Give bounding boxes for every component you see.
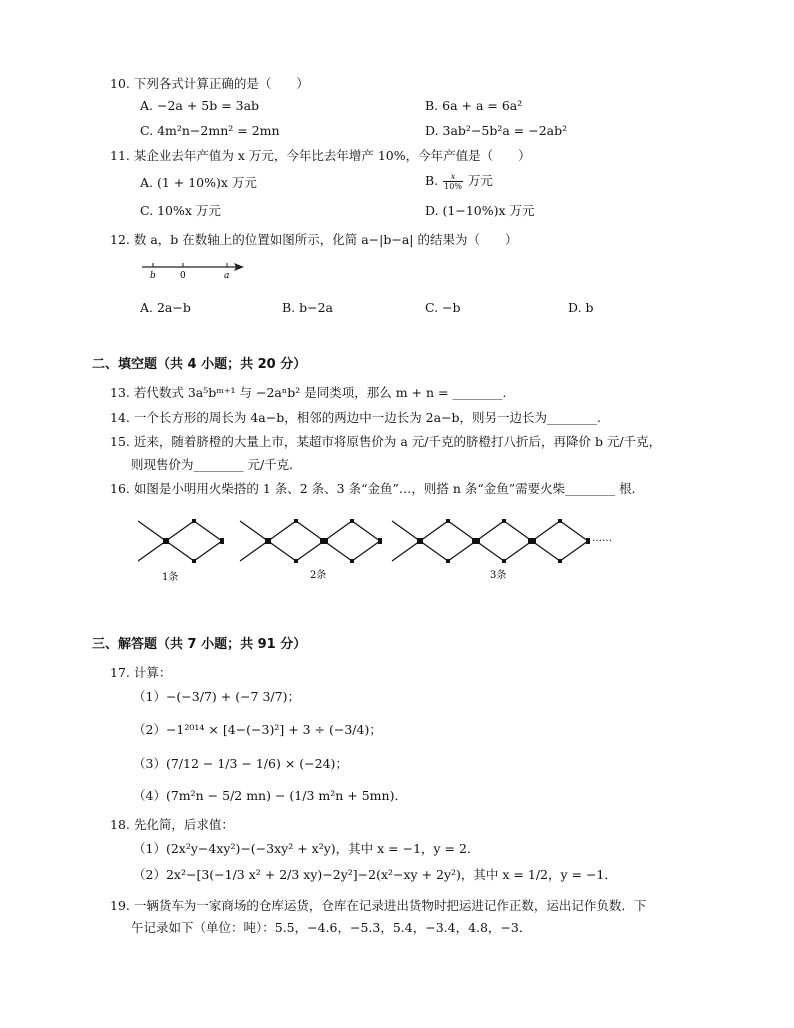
match-head [265, 538, 271, 544]
match-head [192, 519, 196, 523]
q13-text: 13. 若代数式 3a⁵bᵐ⁺¹ 与 −2aⁿb² 是同类项，那么 m + n = ________. [110, 385, 507, 400]
q17-part2: （2）−1²⁰¹⁴ × [4−(−3)²] + 3 ÷ (−3/4)； [133, 722, 382, 737]
match-head [378, 538, 382, 544]
q18-part1: （1）(2x²y−4xy²)−(−3xy² + x²y)，其中 x = −1，y = 2． [133, 841, 480, 856]
q19-line1: 19. 一辆货车为一家商场的仓库运货，仓库在记录进出货物时把运进记作正数，运出记作负数．下 [110, 898, 647, 913]
matchstick [392, 521, 420, 541]
number-line-label-zero: 0 [180, 271, 186, 281]
q12-option-d: D. b [568, 300, 594, 315]
q11-option-b [425, 172, 493, 191]
q11-option-b-denominator: 10% [444, 182, 462, 191]
fish-ellipsis: …… [592, 533, 612, 544]
match-head [528, 538, 536, 544]
matchstick [296, 521, 324, 541]
q11-option-b-numerator: x [443, 172, 463, 182]
q10-stem: 10. 下列各式计算正确的是（ ） [110, 76, 309, 91]
matchstick [166, 521, 194, 541]
matchstick [194, 541, 222, 561]
matchstick [324, 541, 352, 561]
q17-part3: （3）(7/12 − 1/3 − 1/6) × (−24)； [133, 756, 348, 771]
q18-stem: 18. 先化简，后求值： [110, 817, 234, 832]
q15-line2: 则现售价为________ 元/千克． [131, 457, 302, 472]
matchstick [504, 521, 532, 541]
matchstick [268, 541, 296, 561]
match-head [350, 519, 354, 523]
q10-option-c: C. 4m²n−2mn² = 2mn [140, 123, 280, 138]
matchstick [476, 541, 504, 561]
matchstick [268, 521, 296, 541]
matchstick [448, 521, 476, 541]
matchstick [504, 541, 532, 561]
q10-option-a: A. −2a + 5b = 3ab [140, 98, 260, 113]
section-fill-in-title: 二、填空题（共 4 小题；共 20 分） [92, 357, 307, 372]
matchstick [166, 541, 194, 561]
q10-option-d: D. 3ab²−5b²a = −2ab² [425, 123, 568, 138]
matchstick [352, 541, 380, 561]
match-head [586, 538, 590, 544]
matchstick [448, 541, 476, 561]
matchstick [392, 541, 420, 561]
matchstick [532, 541, 560, 561]
matchstick [560, 521, 588, 541]
matchstick [420, 521, 448, 541]
matchstick [324, 521, 352, 541]
number-line-diagram [138, 258, 250, 282]
q11-option-c: C. 10%x 万元 [140, 203, 221, 218]
q12-option-c: C. −b [425, 300, 461, 315]
matchstick [476, 521, 504, 541]
q18-part2: （2）2x²−[3(−1/3 x² + 2/3 xy)−2y²]−2(x²−xy + 2y²)，其中 x = 1/2，y = −1． [133, 867, 617, 882]
q11-option-b-prefix: B. [425, 173, 439, 188]
matchstick [560, 541, 588, 561]
q11-option-d: D. (1−10%)x 万元 [425, 203, 535, 218]
q12-option-b: B. b−2a [282, 300, 334, 315]
match-head [320, 538, 328, 544]
match-head [446, 559, 450, 563]
match-head [417, 538, 423, 544]
fish-label-2: 2条 [310, 570, 327, 581]
q11-option-a: A. (1 + 10%)x 万元 [140, 175, 257, 190]
q12-option-a: A. 2a−b [140, 300, 191, 315]
section-solve-title: 三、解答题（共 7 小题；共 91 分） [92, 637, 307, 652]
match-head [294, 519, 298, 523]
q11-stem: 11. 某企业去年产值为 x 万元，今年比去年增产 10%，今年产值是（ ） [110, 148, 531, 163]
match-head [502, 559, 506, 563]
q12-stem: 12. 数 a，b 在数轴上的位置如图所示，化简 a−|b−a| 的结果为（ ） [110, 232, 518, 247]
q15-line1: 15. 近来，随着脐橙的大量上市，某超市将原售价为 a 元/千克的脐橙打八折后，再降价 b 元/千克， [110, 434, 662, 449]
matchstick [352, 521, 380, 541]
q17-part4: （4）(7m²n − 5/2 mn) − (1/3 m²n + 5mn)． [133, 788, 407, 803]
matchstick [138, 521, 166, 541]
match-head [558, 519, 562, 523]
matchstick [240, 521, 268, 541]
q11-option-b-suffix: 万元 [467, 173, 493, 188]
fish-label-1: 1条 [162, 572, 179, 583]
q17-part1: （1）−(−3/7) + (−7 3/7)； [133, 689, 300, 704]
q10-option-b: B. 6a + a = 6a² [425, 98, 523, 113]
matchstick [240, 541, 268, 561]
match-head [558, 559, 562, 563]
match-head [192, 559, 196, 563]
match-head [502, 519, 506, 523]
fish-label-3: 3条 [490, 570, 507, 581]
match-head [472, 538, 480, 544]
matchstick [138, 541, 166, 561]
match-head [220, 538, 224, 544]
number-line-label-b: b [150, 271, 156, 281]
match-head [446, 519, 450, 523]
number-line-label-a: a [224, 271, 230, 281]
matchstick-fish-diagram [138, 505, 618, 585]
matchstick [532, 521, 560, 541]
match-head [294, 559, 298, 563]
match-head [350, 559, 354, 563]
match-head [163, 538, 169, 544]
matchstick [420, 541, 448, 561]
q17-stem: 17. 计算： [110, 665, 172, 680]
q11-option-b-fraction [443, 172, 463, 191]
q19-line2: 午记录如下（单位：吨）：5.5，−4.6，−5.3，5.4，−3.4，4.8，−3． [131, 920, 532, 935]
q16-text: 16. 如图是小明用火柴搭的 1 条、2 条、3 条“金鱼”…，则搭 n 条“金鱼”需要火柴________ 根． [110, 481, 645, 496]
q14-text: 14. 一个长方形的周长为 4a−b，相邻的两边中一边长为 2a−b，则另一边长为________. [110, 410, 602, 425]
matchstick [296, 541, 324, 561]
matchstick [194, 521, 222, 541]
